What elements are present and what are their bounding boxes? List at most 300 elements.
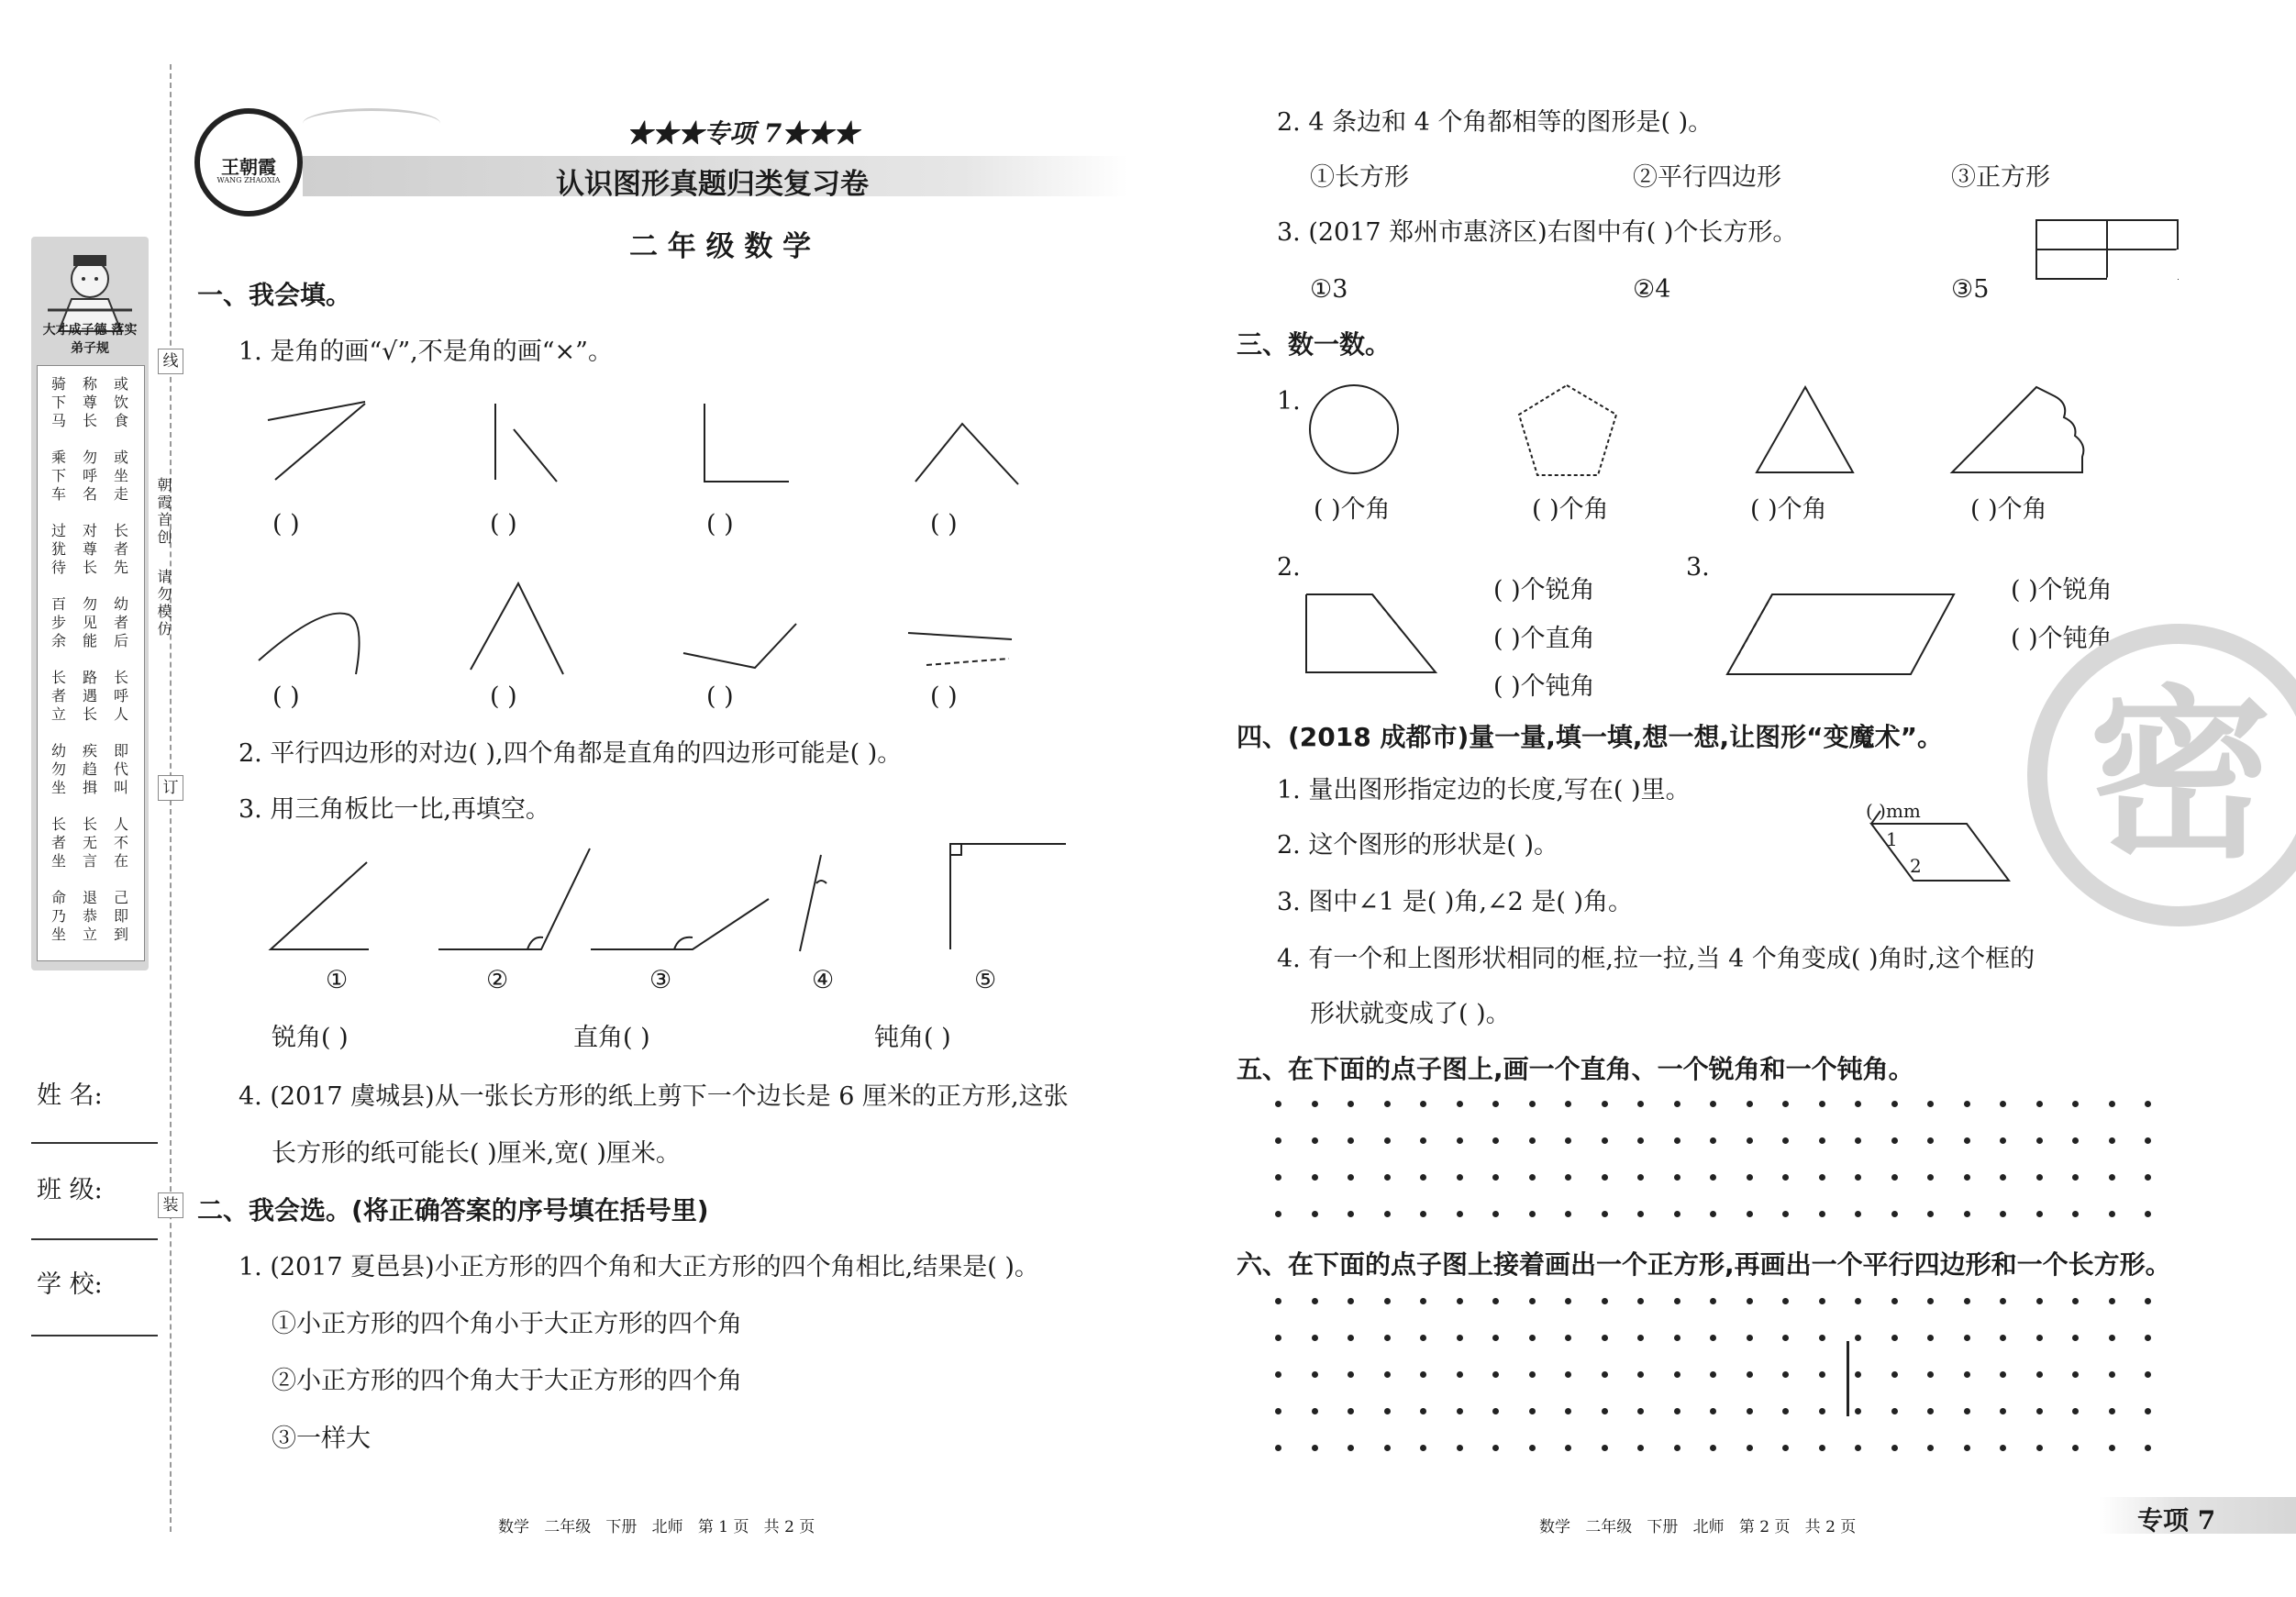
grid-dot[interactable] — [2036, 1445, 2043, 1451]
cut-triangle-angles-blank[interactable]: ( )个角 — [1970, 495, 2047, 524]
grid-dot[interactable] — [1891, 1371, 1898, 1378]
grid-dot[interactable] — [2109, 1445, 2115, 1451]
grid-dot[interactable] — [1275, 1408, 1281, 1414]
grid-dot[interactable] — [1747, 1101, 1753, 1107]
paren-2-4[interactable]: ( ) — [930, 682, 958, 711]
grid-dot[interactable] — [1747, 1335, 1753, 1341]
grid-dot[interactable] — [1420, 1445, 1426, 1451]
section-3-num-3: 3. — [1686, 553, 1710, 582]
grid-dot[interactable] — [1348, 1335, 1354, 1341]
grid-dot[interactable] — [2145, 1298, 2151, 1304]
grid-dot[interactable] — [1819, 1445, 1825, 1451]
poem-phrase: 或饮食 — [113, 375, 128, 429]
poem-phrase: 即代叫 — [113, 742, 128, 796]
grid-dot[interactable] — [1275, 1298, 1281, 1304]
paren-2-1[interactable]: ( ) — [272, 682, 300, 711]
paren-1-3[interactable]: ( ) — [706, 510, 734, 538]
grid-dot[interactable] — [1275, 1371, 1281, 1378]
grid-dot[interactable] — [1855, 1101, 1861, 1107]
grid-dot[interactable] — [1710, 1371, 1716, 1378]
grid-dot[interactable] — [1891, 1211, 1898, 1217]
grid-dot[interactable] — [2036, 1371, 2043, 1378]
grid-dot[interactable] — [1891, 1335, 1898, 1341]
grid-dot[interactable] — [1819, 1335, 1825, 1341]
grid-dot[interactable] — [1457, 1211, 1463, 1217]
grid-dot[interactable] — [1492, 1335, 1499, 1341]
grid-dot[interactable] — [1964, 1371, 1970, 1378]
grid-dot[interactable] — [1492, 1101, 1499, 1107]
grid-dot[interactable] — [2072, 1335, 2079, 1341]
grid-dot[interactable] — [2145, 1408, 2151, 1414]
grid-dot[interactable] — [1927, 1174, 1934, 1181]
grid-dot[interactable] — [1964, 1408, 1970, 1414]
grid-dot[interactable] — [1492, 1174, 1499, 1181]
grid-dot[interactable] — [1637, 1371, 1644, 1378]
grid-dot[interactable] — [2000, 1335, 2006, 1341]
grid-dot[interactable] — [1420, 1371, 1426, 1378]
grid-dot[interactable] — [1420, 1211, 1426, 1217]
grid-dot[interactable] — [1782, 1371, 1789, 1378]
grid-dot[interactable] — [1275, 1101, 1281, 1107]
question-2-1-option-3: ③一样大 — [272, 1425, 371, 1453]
grid-dot[interactable] — [1782, 1174, 1789, 1181]
grid-dot[interactable] — [1275, 1137, 1281, 1144]
grid-dot[interactable] — [2145, 1174, 2151, 1181]
vertical-note-2: 请勿模仿 — [155, 569, 172, 638]
grid-dot[interactable] — [2036, 1137, 2043, 1144]
grid-dot[interactable] — [1637, 1445, 1644, 1451]
grid-dot[interactable] — [1855, 1298, 1861, 1304]
grid-dot[interactable] — [1710, 1137, 1716, 1144]
grid-dot[interactable] — [2036, 1298, 2043, 1304]
grid-dot[interactable] — [1674, 1408, 1680, 1414]
grid-dot[interactable] — [1312, 1298, 1318, 1304]
paren-1-2[interactable]: ( ) — [490, 510, 517, 538]
mm-blank[interactable]: ( )mm — [1866, 800, 1921, 822]
grid-dot[interactable] — [1674, 1101, 1680, 1107]
binding-mark-top: 线 — [158, 349, 183, 374]
question-2-2-option-3: ③正方形 — [1951, 163, 2050, 192]
grid-dot[interactable] — [1782, 1298, 1789, 1304]
grid-dot[interactable] — [2000, 1298, 2006, 1304]
grid-dot[interactable] — [1602, 1408, 1608, 1414]
grid-dot[interactable] — [1674, 1371, 1680, 1378]
grid-dot[interactable] — [1710, 1101, 1716, 1107]
grid-dot[interactable] — [1782, 1445, 1789, 1451]
grid-dot[interactable] — [2109, 1408, 2115, 1414]
trapezoid-right-blank[interactable]: ( )个直角 — [1493, 625, 1595, 653]
poem-phrase: 勿见能 — [82, 595, 97, 649]
grid-dot[interactable] — [1710, 1174, 1716, 1181]
rectangles-figure — [2036, 220, 2178, 279]
grid-dot[interactable] — [1747, 1211, 1753, 1217]
grid-dot[interactable] — [1312, 1211, 1318, 1217]
grid-dot[interactable] — [1710, 1298, 1716, 1304]
grid-dot[interactable] — [1529, 1174, 1536, 1181]
header-subtitle: 二 年 级 数 学 — [629, 230, 812, 263]
grid-dot[interactable] — [2072, 1298, 2079, 1304]
grid-dot[interactable] — [1637, 1335, 1644, 1341]
grid-dot[interactable] — [1891, 1137, 1898, 1144]
grid-dot[interactable] — [2000, 1445, 2006, 1451]
grid-dot[interactable] — [1420, 1174, 1426, 1181]
trapezoid-obtuse-blank[interactable]: ( )个钝角 — [1493, 672, 1595, 701]
grid-dot[interactable] — [1602, 1298, 1608, 1304]
poem-phrase: 长者先 — [113, 522, 128, 576]
grid-dot[interactable] — [1710, 1408, 1716, 1414]
grid-dot[interactable] — [1855, 1211, 1861, 1217]
grid-dot[interactable] — [1964, 1445, 1970, 1451]
grid-dot[interactable] — [1312, 1137, 1318, 1144]
poem-phrase: 退恭立 — [82, 889, 97, 943]
grid-dot[interactable] — [1529, 1445, 1536, 1451]
grid-dot[interactable] — [1312, 1445, 1318, 1451]
grid-dot[interactable] — [1602, 1335, 1608, 1341]
grid-dot[interactable] — [2000, 1174, 2006, 1181]
grid-dot[interactable] — [1492, 1445, 1499, 1451]
grid-dot[interactable] — [1782, 1211, 1789, 1217]
grid-dot[interactable] — [1275, 1335, 1281, 1341]
grid-dot[interactable] — [1819, 1298, 1825, 1304]
grid-dot[interactable] — [1747, 1174, 1753, 1181]
grid-dot[interactable] — [2145, 1101, 2151, 1107]
grid-dot[interactable] — [1384, 1445, 1391, 1451]
grid-dot[interactable] — [1348, 1101, 1354, 1107]
grid-dot[interactable] — [1457, 1298, 1463, 1304]
poem-phrase: 百步余 — [50, 595, 66, 649]
grid-dot[interactable] — [1348, 1371, 1354, 1378]
paren-1-1[interactable]: ( ) — [272, 510, 300, 538]
circle-angles-blank[interactable]: ( )个角 — [1314, 495, 1391, 524]
grid-dot[interactable] — [1602, 1174, 1608, 1181]
grid-dot[interactable] — [1312, 1335, 1318, 1341]
grid-dot[interactable] — [2072, 1137, 2079, 1144]
grid-dot[interactable] — [1529, 1335, 1536, 1341]
grid-dot[interactable] — [1927, 1101, 1934, 1107]
grid-dot[interactable] — [1602, 1137, 1608, 1144]
grid-dot[interactable] — [2109, 1211, 2115, 1217]
grid-dot[interactable] — [1565, 1137, 1571, 1144]
grid-dot[interactable] — [1747, 1371, 1753, 1378]
grid-dot[interactable] — [1565, 1445, 1571, 1451]
grid-dot[interactable] — [1674, 1211, 1680, 1217]
grid-dot[interactable] — [1312, 1174, 1318, 1181]
paren-2-3[interactable]: ( ) — [706, 682, 734, 711]
poem-phrase: 己即到 — [113, 889, 128, 943]
grid-dot[interactable] — [1602, 1371, 1608, 1378]
grid-dot[interactable] — [1565, 1298, 1571, 1304]
poem-phrase: 勿呼名 — [82, 449, 97, 503]
poem-phrase: 长者坐 — [50, 815, 66, 870]
grid-dot[interactable] — [1927, 1371, 1934, 1378]
grid-dot[interactable] — [2072, 1174, 2079, 1181]
grid-dot[interactable] — [1964, 1101, 1970, 1107]
grid-dot[interactable] — [1964, 1335, 1970, 1341]
grid-dot[interactable] — [1529, 1371, 1536, 1378]
grid-dot[interactable] — [2036, 1101, 2043, 1107]
grid-dot[interactable] — [2072, 1371, 2079, 1378]
grid-dot[interactable] — [1420, 1298, 1426, 1304]
grid-dot[interactable] — [1275, 1445, 1281, 1451]
dot-grid-6[interactable] — [1275, 1298, 2192, 1463]
grid-dot[interactable] — [1855, 1335, 1861, 1341]
grid-dot[interactable] — [1457, 1371, 1463, 1378]
section-1-title: 一、我会填。 — [197, 280, 352, 310]
grid-dot[interactable] — [1492, 1211, 1499, 1217]
grid-dot[interactable] — [1637, 1408, 1644, 1414]
grid-dot[interactable] — [2109, 1137, 2115, 1144]
grid-dot[interactable] — [1964, 1211, 1970, 1217]
grid-dot[interactable] — [1565, 1335, 1571, 1341]
grid-dot[interactable] — [2145, 1445, 2151, 1451]
paren-1-4[interactable]: ( ) — [930, 510, 958, 538]
grid-dot[interactable] — [1747, 1298, 1753, 1304]
grid-dot[interactable] — [2000, 1211, 2006, 1217]
grid-dot[interactable] — [1492, 1298, 1499, 1304]
grid-dot[interactable] — [1927, 1335, 1934, 1341]
grid-dot[interactable] — [1457, 1445, 1463, 1451]
grid-dot[interactable] — [1891, 1174, 1898, 1181]
grid-dot[interactable] — [2000, 1371, 2006, 1378]
grid-dot[interactable] — [1420, 1408, 1426, 1414]
grid-dot[interactable] — [1964, 1137, 1970, 1144]
grid-dot[interactable] — [1964, 1298, 1970, 1304]
dot-grid-5[interactable] — [1275, 1101, 2192, 1229]
grid-dot[interactable] — [1891, 1298, 1898, 1304]
grid-dot[interactable] — [1384, 1174, 1391, 1181]
question-2-1: 1. (2017 夏邑县)小正方形的四个角和大正方形的四个角相比,结果是( )。 — [238, 1253, 1039, 1281]
grid-dot[interactable] — [2145, 1335, 2151, 1341]
question-2-3-option-1: ①3 — [1310, 275, 1348, 304]
binding-mark-bottom: 装 — [158, 1192, 183, 1218]
acute-blank[interactable]: 锐角( ) — [272, 1024, 349, 1052]
grid-dot[interactable] — [1312, 1408, 1318, 1414]
grid-dot[interactable] — [1891, 1101, 1898, 1107]
grid-dot[interactable] — [1312, 1101, 1318, 1107]
grid-dot[interactable] — [1855, 1408, 1861, 1414]
grid-dot[interactable] — [1927, 1408, 1934, 1414]
grid-dot[interactable] — [1855, 1137, 1861, 1144]
grid-dot[interactable] — [2109, 1371, 2115, 1378]
question-1-4-line2: 长方形的纸可能长( )厘米,宽( )厘米。 — [272, 1139, 681, 1168]
section-3-num-1: 1. — [1277, 387, 1301, 416]
grid-dot[interactable] — [1565, 1101, 1571, 1107]
poem-phrase: 过犹待 — [50, 522, 66, 576]
grid-dot[interactable] — [1348, 1137, 1354, 1144]
question-4-4-line1: 4. 有一个和上图形状相同的框,拉一拉,当 4 个角变成( )角时,这个框的 — [1277, 945, 2035, 973]
grid-dot[interactable] — [1457, 1101, 1463, 1107]
paren-2-2[interactable]: ( ) — [490, 682, 517, 711]
grid-dot[interactable] — [1348, 1408, 1354, 1414]
header-tag: ★★★专项 7★★★ — [627, 118, 860, 149]
grid-dot[interactable] — [1819, 1408, 1825, 1414]
motto-text: 大才成子德 落实弟子规 — [42, 323, 138, 356]
grid-dot[interactable] — [1674, 1137, 1680, 1144]
grid-dot[interactable] — [2000, 1137, 2006, 1144]
shape-cut-triangle — [1952, 387, 2083, 472]
stamp-text: 密 — [2088, 670, 2272, 883]
parallelogram-obtuse-blank[interactable]: ( )个钝角 — [2011, 625, 2113, 653]
section-3-num-2: 2. — [1277, 553, 1301, 582]
section-6-title: 六、在下面的点子图上接着画出一个正方形,再画出一个平行四边形和一个长方形。 — [1237, 1249, 2171, 1280]
grid-dot[interactable] — [1819, 1101, 1825, 1107]
figure-num-2: ② — [486, 966, 509, 994]
grid-dot[interactable] — [1529, 1298, 1536, 1304]
grid-dot[interactable] — [1457, 1137, 1463, 1144]
grid-dot[interactable] — [1348, 1445, 1354, 1451]
question-2-2-option-2: ②平行四边形 — [1633, 163, 1781, 192]
grid-dot[interactable] — [1565, 1174, 1571, 1181]
grid-dot[interactable] — [1674, 1445, 1680, 1451]
grid-dot[interactable] — [2000, 1101, 2006, 1107]
grid-dot[interactable] — [1384, 1137, 1391, 1144]
section-5-title: 五、在下面的点子图上,画一个直角、一个锐角和一个钝角。 — [1237, 1054, 1914, 1084]
grid-dot[interactable] — [2145, 1137, 2151, 1144]
grid-dot[interactable] — [1637, 1174, 1644, 1181]
grid-dot[interactable] — [1782, 1335, 1789, 1341]
figure-num-3: ③ — [649, 966, 672, 994]
grid-dot[interactable] — [2109, 1174, 2115, 1181]
grid-dot[interactable] — [1927, 1298, 1934, 1304]
grid-dot[interactable] — [1602, 1101, 1608, 1107]
poem-phrase: 长呼人 — [113, 669, 128, 723]
grid-dot[interactable] — [1529, 1137, 1536, 1144]
pentagon-angles-blank[interactable]: ( )个角 — [1532, 495, 1609, 524]
grid-dot[interactable] — [1782, 1408, 1789, 1414]
grid-dot[interactable] — [2036, 1174, 2043, 1181]
grid-dot[interactable] — [1384, 1371, 1391, 1378]
grid-dot[interactable] — [1529, 1408, 1536, 1414]
grid-dot[interactable] — [2072, 1445, 2079, 1451]
question-2-3-option-2: ②4 — [1633, 275, 1671, 304]
grid-dot[interactable] — [1674, 1335, 1680, 1341]
grid-dot[interactable] — [1747, 1445, 1753, 1451]
grid-dot[interactable] — [1637, 1211, 1644, 1217]
grid-dot[interactable] — [2036, 1335, 2043, 1341]
grid-dot[interactable] — [1819, 1174, 1825, 1181]
grid-dot[interactable] — [1275, 1174, 1281, 1181]
shape-circle — [1310, 385, 1398, 473]
grid-dot[interactable] — [1927, 1137, 1934, 1144]
grid-dot[interactable] — [1348, 1174, 1354, 1181]
grid-dot[interactable] — [1348, 1298, 1354, 1304]
grid-dot[interactable] — [1384, 1335, 1391, 1341]
grid-dot[interactable] — [1710, 1211, 1716, 1217]
grid-dot[interactable] — [1674, 1298, 1680, 1304]
grid-dot[interactable] — [1420, 1137, 1426, 1144]
grid-dot[interactable] — [1927, 1211, 1934, 1217]
grid-dot[interactable] — [2145, 1211, 2151, 1217]
grid-dot[interactable] — [1927, 1445, 1934, 1451]
grid-dot[interactable] — [1747, 1137, 1753, 1144]
grid-dot[interactable] — [2072, 1211, 2079, 1217]
grid-dot[interactable] — [2109, 1101, 2115, 1107]
grid-dot[interactable] — [2145, 1371, 2151, 1378]
grid-dot[interactable] — [1492, 1371, 1499, 1378]
grid-dot[interactable] — [1855, 1174, 1861, 1181]
grid-dot[interactable] — [1565, 1371, 1571, 1378]
right-blank[interactable]: 直角( ) — [573, 1024, 650, 1052]
grid-dot[interactable] — [1457, 1174, 1463, 1181]
left-footer: 数学 二年级 下册 北师 第 1 页 共 2 页 — [498, 1518, 815, 1536]
section-4-title: 四、(2018 成都市)量一量,填一填,想一想,让图形“变魔术”。 — [1237, 722, 1943, 752]
grid-dot[interactable] — [1819, 1211, 1825, 1217]
grid-dot[interactable] — [1384, 1211, 1391, 1217]
section-2-title: 二、我会选。(将正确答案的序号填在括号里) — [197, 1195, 709, 1225]
grid-dot[interactable] — [1312, 1371, 1318, 1378]
grid-dot[interactable] — [1819, 1137, 1825, 1144]
grid-dot[interactable] — [1855, 1445, 1861, 1451]
grid-dot[interactable] — [1384, 1408, 1391, 1414]
grid-dot[interactable] — [1384, 1298, 1391, 1304]
grid-dot[interactable] — [1457, 1408, 1463, 1414]
question-1-3: 3. 用三角板比一比,再填空。 — [238, 795, 550, 824]
grid-dot[interactable] — [1891, 1445, 1898, 1451]
grid-dot[interactable] — [1782, 1101, 1789, 1107]
grid-dot[interactable] — [1964, 1174, 1970, 1181]
poem-phrase: 乘下车 — [50, 449, 66, 503]
school-label: 学 校: — [37, 1270, 103, 1299]
grid-dot[interactable] — [1602, 1211, 1608, 1217]
shape-trapezoid — [1306, 594, 1436, 672]
grid-dot[interactable] — [1819, 1371, 1825, 1378]
grid-dot[interactable] — [2036, 1408, 2043, 1414]
grid-dot[interactable] — [1492, 1137, 1499, 1144]
grid-dot[interactable] — [2072, 1101, 2079, 1107]
grid-dot[interactable] — [1637, 1298, 1644, 1304]
grid-dot[interactable] — [1891, 1408, 1898, 1414]
grid-dot[interactable] — [1420, 1335, 1426, 1341]
grid-dot[interactable] — [1710, 1445, 1716, 1451]
grid-dot[interactable] — [1855, 1371, 1861, 1378]
grid-dot[interactable] — [1529, 1101, 1536, 1107]
grid-dot[interactable] — [1747, 1408, 1753, 1414]
grid-dot[interactable] — [1602, 1445, 1608, 1451]
grid-dot[interactable] — [2109, 1298, 2115, 1304]
grid-dot[interactable] — [1565, 1408, 1571, 1414]
grid-dot[interactable] — [2036, 1211, 2043, 1217]
question-1-1: 1. 是角的画“√”,不是角的画“×”。 — [238, 338, 613, 366]
grid-dot[interactable] — [1637, 1137, 1644, 1144]
grid-dot[interactable] — [1348, 1211, 1354, 1217]
grid-dot[interactable] — [1529, 1211, 1536, 1217]
angle-label-1: 1 — [1886, 828, 1898, 850]
grid-dot[interactable] — [1782, 1137, 1789, 1144]
grid-dot[interactable] — [1674, 1174, 1680, 1181]
trapezoid-acute-blank[interactable]: ( )个锐角 — [1493, 576, 1595, 604]
question-4-4-line2: 形状就变成了( )。 — [1310, 1000, 1511, 1028]
poem-phrase: 骑下马 — [50, 375, 66, 429]
grid-dot[interactable] — [1384, 1101, 1391, 1107]
grid-dot[interactable] — [2072, 1408, 2079, 1414]
vertical-note-1: 朝霞首创 — [155, 477, 172, 547]
obtuse-blank[interactable]: 钝角( ) — [874, 1024, 951, 1052]
grid-dot[interactable] — [1710, 1335, 1716, 1341]
grid-dot[interactable] — [1275, 1211, 1281, 1217]
parallelogram-acute-blank[interactable]: ( )个锐角 — [2011, 576, 2113, 604]
grid-dot[interactable] — [1492, 1408, 1499, 1414]
grid-dot[interactable] — [1420, 1101, 1426, 1107]
triangle-angles-blank[interactable]: ( )个角 — [1750, 495, 1827, 524]
poem-phrase: 对尊长 — [82, 522, 97, 576]
grid-dot[interactable] — [2109, 1335, 2115, 1341]
grid-dot[interactable] — [1565, 1211, 1571, 1217]
grid-dot[interactable] — [1457, 1335, 1463, 1341]
grid-dot[interactable] — [1637, 1101, 1644, 1107]
grid-dot[interactable] — [2000, 1408, 2006, 1414]
poem-phrase: 命乃坐 — [50, 889, 66, 943]
poem-phrase: 称尊长 — [82, 375, 97, 429]
